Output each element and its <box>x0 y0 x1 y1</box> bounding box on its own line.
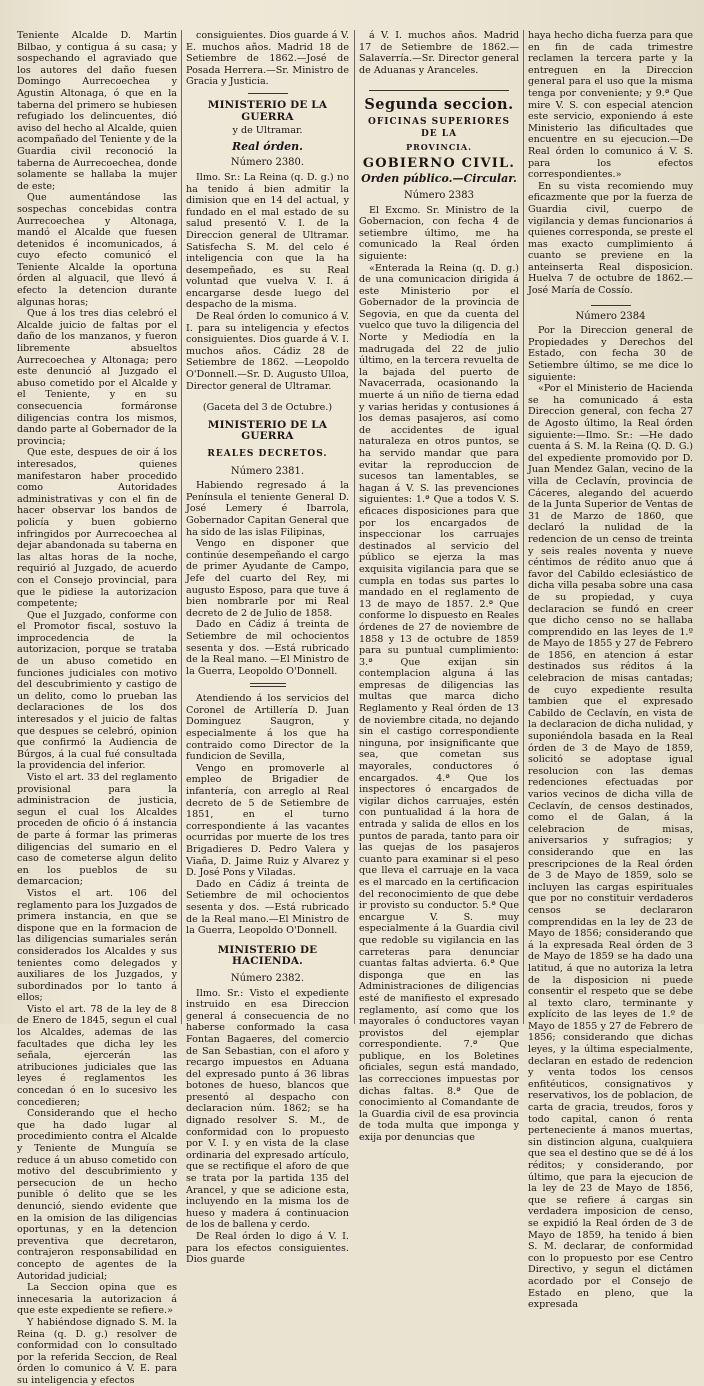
column-1 <box>17 30 177 1386</box>
section-heading: MINISTERIO DE HACIENDA. <box>217 943 318 968</box>
column-4 <box>528 30 693 1311</box>
item-number: Número 2383 <box>403 189 475 201</box>
paragraph: Por la Direccion general de Propiedades y Derechos del Estado, con fecha 30 de Setiembre último, se me dice lo siguiente: <box>528 325 693 383</box>
column-rule-2 <box>354 30 355 1024</box>
paragraph: Considerando que el hecho que ha dado lugar al procedimiento contra el Alcalde y Teniente de Munguía se reduce á un abuso cometido con motivo del descubrimiento y persecucion de un hecho punible ó delito que se les denunció, siendo evidente que en la omision de las diligencias oportunas, y en la detencion preventiva que decretaron, contrajeron responsabilidad en concepto de agentes de la Autoridad judicial; <box>17 1108 177 1282</box>
paragraph: Vistos el art. 106 del reglamento para los Juzgados de primera instancia, en que se dispone que en la formacion de las diligencias sumariales serán considerados los Alcaldes y sus tenientes como delegados y auxiliares de los Juzgados, y subordinados por lo tanto á ellos; <box>17 887 177 1004</box>
paragraph: Dado en Cádiz á treinta de Setiembre de mil ochocientos sesenta y dos. —Está rubricado de la Real mano.—El Ministro de la Guerra, Leopoldo O'Donnell. <box>186 878 349 937</box>
divider <box>591 305 631 306</box>
item-number: Número 2382. <box>230 972 305 984</box>
paragraph: Visto el art. 33 del reglamento provisional para la administracion de justicia, segun el cual los Alcaldes proceden de oficio ó á instancia de parte á formar las primeras diligencias del sumario en el caso de cometerse algun delito en los pueblos de su demarcacion; <box>17 772 177 888</box>
section-heading: MINISTERIO DE LA GUERRA <box>207 418 328 443</box>
paragraph: De Real órden lo comunico á V. I. para su inteligencia y efectos consiguientes. Dios guarde á V. I. muchos años. Cádiz 28 de Setiembre de 1862. —Leopoldo O'Donnell.—Sr. D. Augusto Ulloa, Director general de Ultramar. <box>186 311 349 392</box>
paragraph: Y habiéndose dignado S. M. la Reina (q. D. g.) resolver de conformidad con lo consultado por la referida Seccion, de Real órden lo comunico á V. E. para su inteligencia y efectos <box>17 1316 177 1386</box>
paragraph: La Seccion opina que es innecesaria la autorizacion á que este expediente se refiere.» <box>17 1282 177 1317</box>
section-heading: GOBIERNO CIVIL. <box>362 155 516 171</box>
gaceta-reference: (Gaceta del 3 de Octubre.) <box>202 402 333 414</box>
paragraph: Vengo en disponer que continúe desempeñando el cargo de primer Ayudante de Campo, Jefe del cuarto del Rey, mi augusto Esposo, para que tuve á bien nombrarle por mi Real decreto de 2 de Julio de 1858. <box>186 538 349 619</box>
paragraph: Que este, despues de oir á los interesados, quienes manifestaron haber procedido como Autoridades administrativas y con el fin de hacer observar los bandos de policía y buen gobierno infringidos por Aurrecoechea al dejar abandonada su taberna en las altas horas de la noche, requirió al Juzgado, de acuerdo con el Consejo provincial, para que le pidiese la autorizacion competente; <box>17 447 177 610</box>
paragraph: El Excmo. Sr. Ministro de la Gobernacion, con fecha 4 de setiembre último, me ha comunicado la Real órden siguiente: <box>359 204 519 262</box>
column-3 <box>359 30 519 1144</box>
paragraph: Ilmo. Sr.: La Reina (q. D. g.) no ha tenido á bien admitir la dimision que en 14 del actual, y fundado en el mal estado de su salud presentó V. I. de la Direccion general de Ultramar. Satisfecha S. M. del celo é inteligencia con que la ha desempeñado, es su Real voluntad que vuelva V. I. á encargarse desde luego del despacho de la misma. <box>186 171 349 311</box>
paragraph: Atendiendo á los servicios del Coronel de Artillería D. Juan Dominguez Saugron, y especialmente á los que ha contraido como Director de la fundicion de Sevilla, <box>186 693 349 763</box>
section-subheading: y de Ultramar. <box>232 125 303 137</box>
paragraph: Dado en Cádiz á treinta de Setiembre de mil ochocientos sesenta y dos. —Está rubricado de la Real mano. —El Ministro de la Guerra, Leopoldo O'Donnell. <box>186 619 350 677</box>
item-number: Número 2384 <box>575 310 646 322</box>
paragraph: Que á los tres dias celebró el Alcalde juicio de faltas por el daño de los manzanos, y fueron libremente absueltos Aurrecoechea y Altonaga; pero este denunció al Juzgado el abuso cometido por el Alcalde y el Teniente, y en su consecuencia formáronse diligencias contra los mismos, dando parte al Gobernador de la provincia; <box>17 308 177 447</box>
section-heading: MINISTERIO DE LA GUERRA <box>207 98 328 123</box>
section-title: Segunda seccion. <box>364 96 514 114</box>
item-number: Número 2381. <box>230 465 305 477</box>
document-type: Real órden. <box>232 139 303 153</box>
section-subheading: PROVINCIA. <box>406 142 472 153</box>
paragraph: Que el Juzgado, conforme con el Promotor fiscal, sostuvo la improcedencia de la autorizacion, porque se trataba de un abuso cometido en funciones judiciales con motivo del descubrimiento y castigo de un delito, como lo prueban las declaraciones de los dos interesados y el juicio de faltas que despues se celebró, opinion que confirmó la Audiencia de Búrgos, á la cual fué consultada la providencia del inferior. <box>17 609 177 772</box>
divider <box>369 90 509 91</box>
paragraph: «Por el Ministerio de Hacienda se ha comunicado á esta Direccion general, con fecha 27 de Agosto último, la Real órden siguiente:—Ilmo. Sr.: —He dado cuenta á S. M. la Reina (Q. D. G.) del expediente promovido por D. Juan Mendez Galan, vecino de la villa de Ceclavín, provincia de Cáceres, alegando del acuerdo de la Junta Superior de Ventas de 31 de Marzo de 1860, que declaró la nulidad de la redencion de un censo de treinta y seis reales noventa y nueve céntimos de rédito anuo que á favor del Cabildo eclesiástico de dicha villa pesaba sobre una casa de su propiedad, y cuya declaracion se fundó en creer que dicho censo no se hallaba comprendido en las leyes de 1.º de Mayo de 1855 y 27 de Febrero de 1856, en atencion á estar destinados sus réditos á la celebracion de misas cantadas; de cuyo expediente resulta tambien que el expresado Cabildo de Ceclavín, en vista de la declaracion de dicha nulidad, y suponiéndola basada en la Real órden de 3 de Mayo de 1859, solicitó se adoptase igual resolucion con las demas redenciones efectuadas por varios vecinos de dicha villa de Ceclavín, de censos destinados, como el de Galan, á la celebracion de misas, aniversarios y sufragios; y considerando que en las prescripciones de la Real órden de 3 de Mayo de 1859, solo se incluyen las cargas espirituales que por no constituir verdaderos censos se declararon comprendidas en la ley de 23 de Mayo de 1856; considerando que á la expresada Real órden de 3 de Mayo de 1859 se ha dado una latitud, á que no autoriza la letra de la disposicion ni puede consentir el respeto que se debe al texto claro, terminante y explícito de las leyes de 1.º de Mayo de 1855 y 27 de Febrero de 1856; considerando que dichas leyes, y la última especialmente, declaran en estado de redencion y venta todos los censos enfitéuticos, consignativos y reservativos, los de poblacion, de carta de gracia, treudos, foros y todo capital, canon ó renta perteneciente á manos muertas, sin distincion alguna, cualquiera que sea el destino que se dé á los réditos; y considerando, por último, que para la ejecucion de la ley de 23 de Mayo de 1856, que se refiere á cargas sin verdadera imposicion de censo, se expidió la Real órden de 3 de Mayo de 1859, ha tenido á bien S. M. declarar, de conformidad con lo propuesto por ese Centro Directivo, y segun el dictámen acordado por el Consejo de Estado en pleno, que la expresada <box>528 383 693 1311</box>
column-2 <box>186 30 350 1266</box>
paragraph: Vengo en promoverle al empleo de Brigadier de infantería, con arreglo al Real decreto de 5 de Setiembre de 1851, en el turno correspondiente á las vacantes ocurridas por muerte de los tres Brigadieres D. Pedro Valera y Viaña, D. Jaime Ruiz y Alvarez y D. José Pons y Viladas. <box>186 762 349 879</box>
section-subheading: REALES DECRETOS. <box>207 449 328 459</box>
paragraph: En su vista recomiendo muy eficazmente que por la fuerza de Guardia civil, cuerpo de vigilancia y demas funcionarios á quienes corresponda, se preste el mas exacto cumplimiento á cuanto se previene en la anteinserta Real disposicion. Huelva 7 de octubre de 1862.—José María de Cossío. <box>528 180 693 297</box>
document-type: Orden público.—Circular. <box>361 172 517 186</box>
paragraph: consiguientes. Dios guarde á V. E. muchos años. Madrid 18 de Setiembre de 1862.—José de Posada Herrera.—Sr. Ministro de Gracia y Justicia. <box>186 30 349 88</box>
divider <box>248 93 288 94</box>
paragraph: Ilmo. Sr.: Visto el expediente instruido en esa Direccion general á consecuencia de no haberse conformado la casa Fontan Bagaeres, del comercio de San Sebastian, con el aforo y recargo impuestos en Aduana del expresado punto á 36 libras botones de hueso, blancos que presentó al despacho con declaracion núm. 1862; se ha dignado resolver S. M., de conformidad con lo propuesto por V. I. y en vista de la clase ordinaria del expresado artículo, que se rectifique el aforo de que se trata por la partida 135 del Arancel, y que se adicione esta, incluyendo en la misma los de hueso y madera á continuacion de los de ballena y cerdo. <box>186 987 349 1231</box>
paragraph: Teniente Alcalde D. Martin Bilbao, y contigua á su casa; y sospechando el agraviado que los autores del daño fuesen Domingo Aurrecoechea y Agustin Altonaga, ó que en la taberna del primero se hubiesen refugiado los delincuentes, dió aviso del hecho al Alcalde, quien acompañado del Teniente y de la Guardia civil reconoció la taberna de Aurrecoechea, donde solamente se hallaba la mujer de este; <box>17 30 177 192</box>
column-rule-1 <box>181 30 182 1024</box>
paragraph: Visto el art. 78 de la ley de 8 de Enero de 1845, segun el cual los Alcaldes, ademas de las facultades que dicha ley les señala, ejercerán las atribuciones judiciales que las leyes é reglamentos les concedan ó en lo sucesivo les concedieren; <box>17 1003 177 1108</box>
paragraph: haya hecho dicha fuerza para que en fin de cada trimestre reclamen la tercera parte y la entreguen en la Direccion general para el uso que la misma tenga por conveniente; y 9.ª Que mire V. S. con especial atencion este servicio, exponiendo á este Ministerio las dificultades que encuentre en su ejecucion.—De Real órden lo comunico á V. S. para los efectos correspondientes.» <box>528 30 693 181</box>
paragraph: De Real órden lo digo á V. I. para los efectos consiguientes. Dios guarde <box>186 1231 349 1266</box>
paragraph: Que aumentándose las sospechas concebidas contra Aurrecoechea y Altonaga, mandó el Alcalde que fuesen detenidos é incomunicados, á cuyo efecto comunicó el Teniente Alcalde la oportuna órden al alguacil, que llevó á efecto la detencion durante algunas horas; <box>17 192 177 308</box>
divider <box>250 683 286 687</box>
paragraph: «Enterada la Reina (q. D. g.) de una comunicacion dirigida á este Ministerio por el Gobernador de la provincia de Segovia, en que da cuenta del vuelco que tuvo la diligencia del Norte y Mediodía en la madrugada del 22 de julio último, en la tercera revuelta de la bajada del puerto de Navacerrada, ocasionando la muerte á un niño de tierna edad y varias heridas y contusiones á los demas pasajeros, así como de accidentes de igual naturaleza en otros puntos, se ha servido mandar que para evitar la reproduccion de sucesos tan lamentables, se hagan á V. S. las prevenciones siguientes: 1.ª Que a todos V. S. eficaces disposiciones para que por los encargados de inspeccionar los carruajes destinados al servicio del público se ejerza la mas exquisita vigilancia para que se cumpla en todas sus partes lo mandado en el reglamento de 13 de mayo de 1857. 2.ª Que conforme lo dispuesto en Reales órdenes de 27 de noviembre de 1858 y 13 de octubre de 1859 para su puntual cumplimiento: 3.ª Que exijan sin contemplacion alguna á las empresas de diligencias las multas que marca dicho Reglamento y Real órden de 13 de noviembre citada, no dejando sin el castigo correspondiente ninguna, por insignificante que sea, que cometan sus mayorales, conductores ó encargados. 4.ª Que los inspectores ó encargados de vigilar dichos carruajes, estén con puntualidad á la hora de entrada y salida de ellos en los puntos de parada, tanto para oir las quejas de los pasajeros cuanto para examinar si el peso que lleva el carruaje en la vaca es el marcado en la certificacion del reconocimiento de que debe ir provisto su conductor. 5.ª Que encargue V. S. muy especialmente á la Guardia civil que redoble su vigilancia en las carreteras para denunciar cuantas faltas advierta. 6.ª Que disponga que en las Administraciones de diligencias esté de manifiesto el expresado reglamento, así como que los mayorales ó conductores vayan provistos del ejemplar correspondiente. 7.ª Que publique, en los Boletines oficiales, segun está mandado, las correcciones impuestas por dichas faltas. 8.ª Que de conocimiento al Comandante de la Guardia civil de esa provincia de toda multa que imponga y exija por denuncias que <box>359 262 519 1144</box>
paragraph: á V. I. muchos años. Madrid 17 de Setiembre de 1862.—Salaverría.—Sr. Director general de Aduanas y Aranceles. <box>359 30 519 76</box>
paragraph: Habiendo regresado á la Península el teniente General D. José Lemery é Ibarrola, Gobernador Capitan General que ha sido de las islas Filipinas, <box>186 480 349 538</box>
column-rule-3 <box>523 30 524 1024</box>
item-number: Número 2380. <box>230 157 305 169</box>
section-subheading: OFICINAS SUPERIORES DE LA <box>368 116 510 139</box>
